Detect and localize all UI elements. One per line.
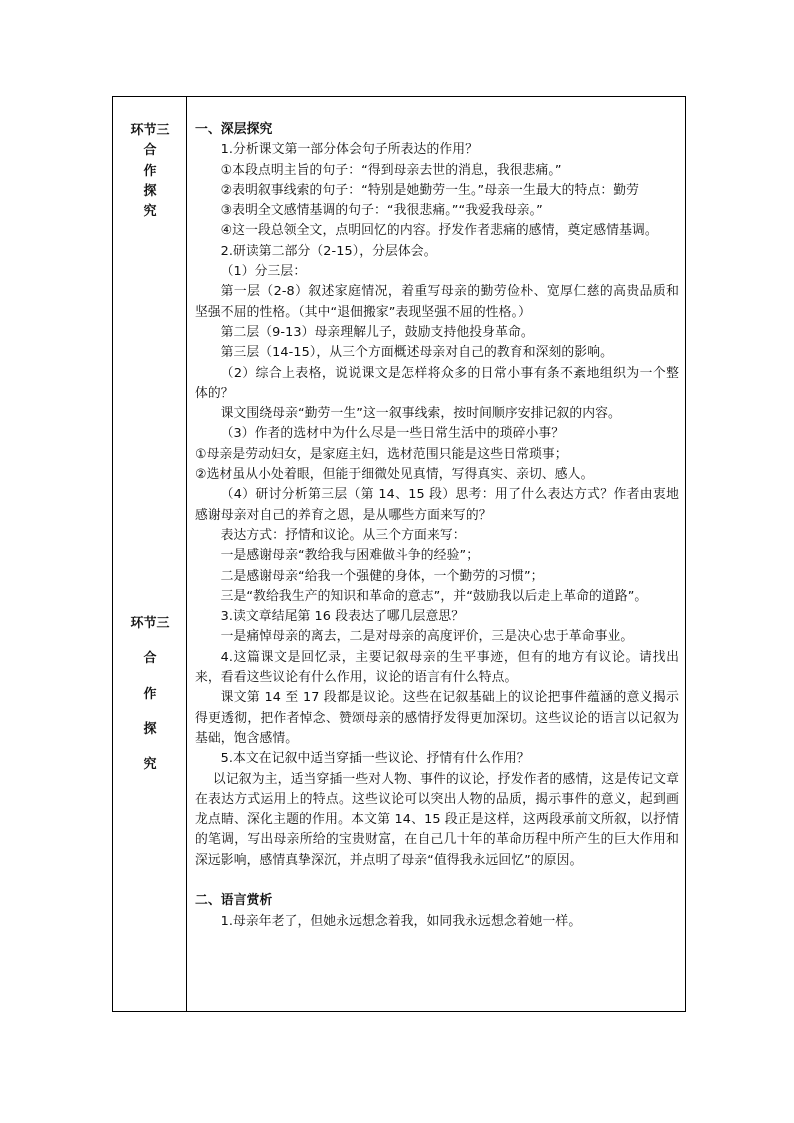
lesson-content xyxy=(195,120,679,932)
stage-label-line: 探 xyxy=(143,721,157,737)
sub-question: （2）综合上表格，说说课文是怎样将众多的日常小事有条不紊地组织为一个整体的？ xyxy=(195,365,679,401)
sub-question: （4）研讨分析第三层（第 14、15 段）思考：用了什么表达方式？作者由衷地感谢母亲对自己的养育之恩，是从哪些方面来写的？ xyxy=(195,487,679,523)
stage-label-line: 环节三 xyxy=(130,616,170,631)
section-heading: 二、语言赏析 xyxy=(195,893,273,909)
answer-line: ④这一段总领全文，点明回忆的内容。抒发作者悲痛的感情，奠定感情基调。 xyxy=(220,223,658,239)
question: 2.研读第二部分（2-15），分层体会。 xyxy=(220,243,437,259)
answer-line: 表达方式：抒情和议论。从三个方面来写： xyxy=(220,527,466,543)
question: 5.本文在记叙中适当穿插一些议论、抒情有什么作用？ xyxy=(220,751,530,767)
lesson-table xyxy=(112,96,686,1012)
spacer xyxy=(195,871,679,891)
question: 3.读文章结尾第 16 段表达了哪几层意思？ xyxy=(220,609,465,625)
stage-label-line: 合 xyxy=(143,143,157,159)
stage-label-line: 作 xyxy=(143,686,157,702)
stage-label-top xyxy=(113,121,187,222)
stage-label-middle xyxy=(113,614,187,775)
answer-line: ②选材虽从小处着眼，但能于细微处见真情，写得真实、亲切、感人。 xyxy=(195,467,594,483)
question: 1.母亲年老了，但她永远想念着我，如同我永远想念着她一样。 xyxy=(220,913,582,929)
sub-question: （3）作者的选材中为什么尽是一些日常生活中的琐碎小事？ xyxy=(220,426,565,442)
answer-line: 一是感谢母亲“教给我与困难做斗争的经验”； xyxy=(220,548,480,564)
answer-line: 第三层（14-15），从三个方面概述母亲对自己的教育和深刻的影响。 xyxy=(220,345,613,361)
stage-label-line: 作 xyxy=(143,163,157,179)
content-column xyxy=(187,97,685,1011)
answer-paragraph: 课文第 14 至 17 段都是议论。这些在记叙基础上的议论把事件蕴涵的意义揭示得更透彻，把作者悼念、赞颂母亲的感情抒发得更加深切。这些议论的语言以记叙为基础，饱含感情。 xyxy=(195,690,679,746)
stage-label-line: 环节三 xyxy=(130,123,170,138)
answer-line: 三是“教给我生产的知识和革命的意志”，并“鼓励我以后走上革命的道路”。 xyxy=(220,588,648,604)
answer-line: 第一层（2-8）叙述家庭情况，着重写母亲的勤劳俭朴、宽厚仁慈的高贵品质和坚强不屈的性格。（其中“退佃搬家”表现坚强不屈的性格。） xyxy=(195,284,679,320)
stage-label-column xyxy=(113,97,187,1011)
answer-line: 课文围绕母亲“勤劳一生”这一叙事线索，按时间顺序安排记叙的内容。 xyxy=(220,406,621,422)
answer-line: ①本段点明主旨的句子：“得到母亲去世的消息，我很悲痛。” xyxy=(220,162,562,178)
section-heading: 一、深层探究 xyxy=(195,122,273,137)
answer-line: 二是感谢母亲“给我一个强健的身体，一个勤劳的习惯”； xyxy=(220,568,544,584)
question: 4.这篇课文是回忆录，主要记叙母亲的生平事迹，但有的地方有议论。请找出来，看看这些议论有什么作用，议论的语言有什么特点。 xyxy=(195,649,679,686)
question: 1.分析课文第一部分体会句子所表达的作用？ xyxy=(220,142,479,158)
stage-label-line: 探 xyxy=(143,183,157,199)
answer-line: ③表明全文感情基调的句子：“我很悲痛。”“我爱我母亲。” xyxy=(220,203,543,219)
stage-label-line: 合 xyxy=(143,651,157,667)
stage-label-line: 究 xyxy=(143,204,157,220)
answer-line: ①母亲是劳动妇女，是家庭主妇，选材范围只能是这些日常琐事； xyxy=(195,446,568,462)
stage-label-line: 究 xyxy=(143,757,157,773)
answer-line: 第二层（9-13）母亲理解儿子，鼓励支持他投身革命。 xyxy=(220,324,534,340)
answer-line: 一是痛悼母亲的离去，二是对母亲的高度评价，三是决心忠于革命事业。 xyxy=(220,629,634,645)
sub-question: （1）分三层： xyxy=(220,264,307,280)
answer-paragraph: 以记叙为主，适当穿插一些对人物、事件的议论，抒发作者的感情，这是传记文章在表达方式运用上的特点。这些议论可以突出人物的品质，揭示事件的意义，起到画龙点睛、深化主题的作用。本文第 14、15 段正是这样，这两段承前文所叙，以抒情的笔调，写出母亲所给的宝贵财富，在自己几十年的革命历程中所产生的巨大作用和深远影响，感情真挚深沉，并点明了母亲“值得我永远回忆”的原因。 xyxy=(195,771,679,868)
answer-line: ②表明叙事线索的句子：“特别是她勤劳一生。”母亲一生最大的特点：勤劳 xyxy=(220,182,640,198)
